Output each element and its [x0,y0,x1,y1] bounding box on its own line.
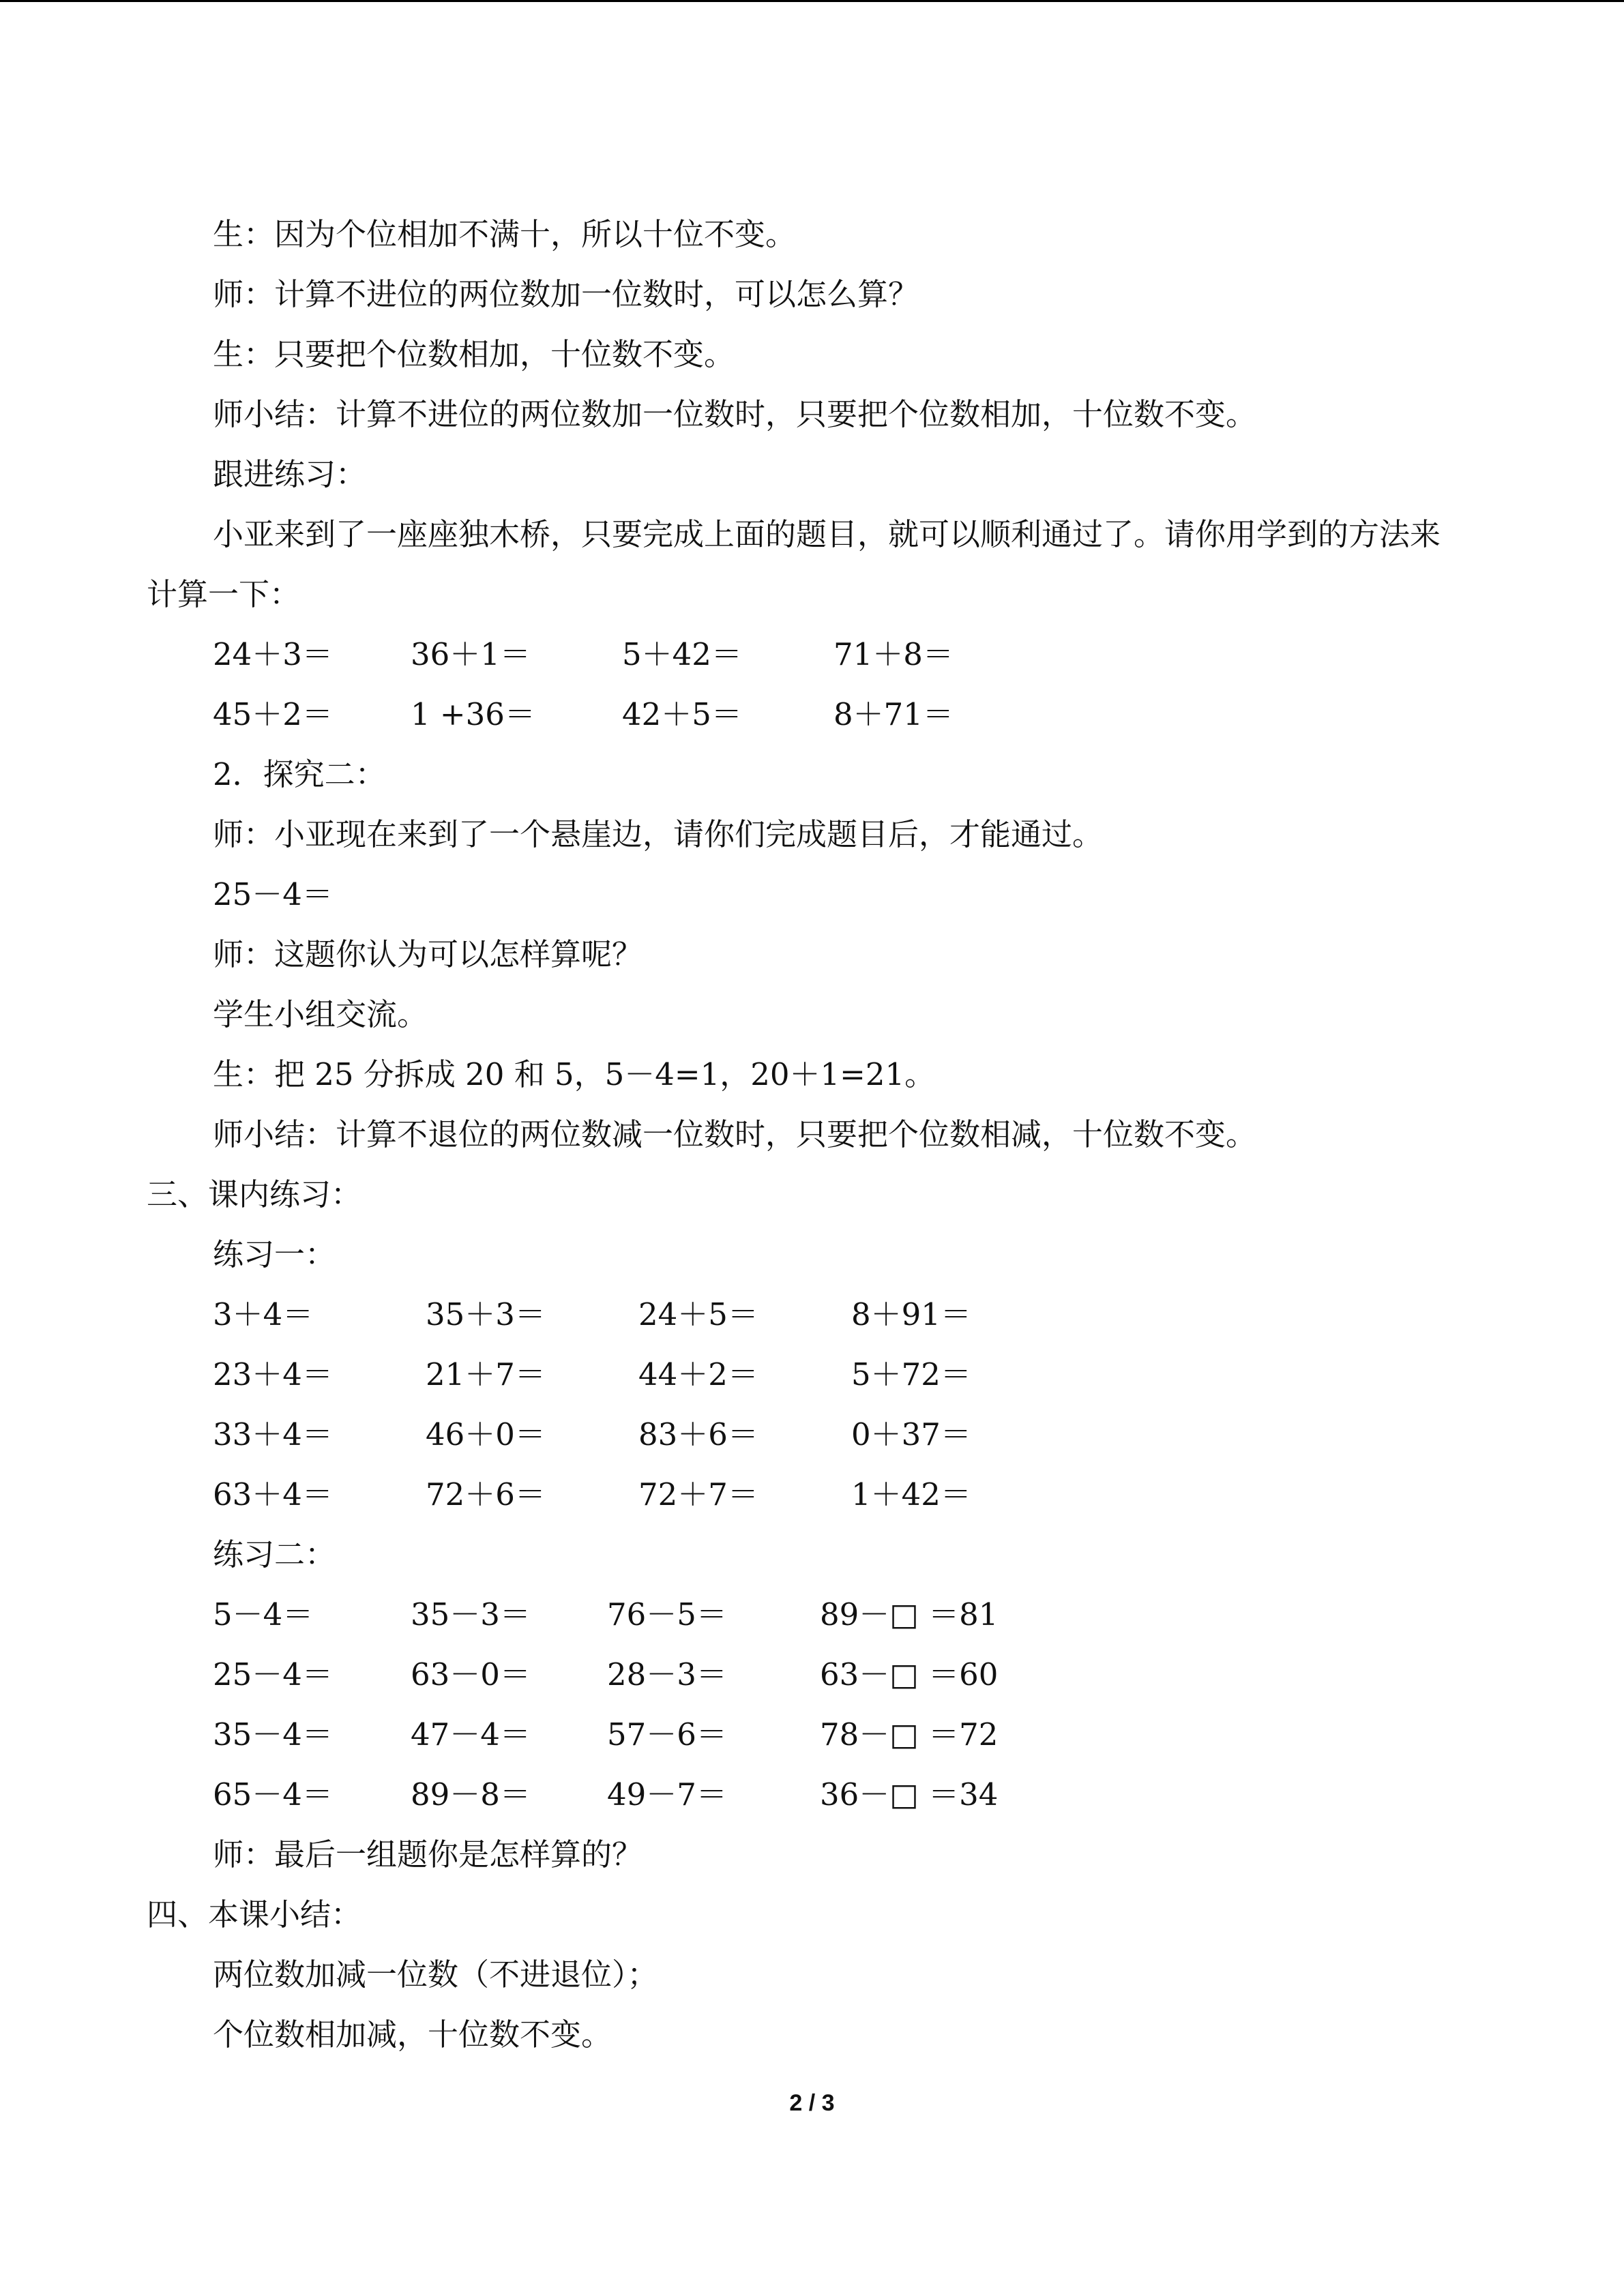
text-line: 生：把 25 分拆成 20 和 5，5－4=1，20＋1=21。 [213,1056,936,1092]
text-line: 师：最后一组题你是怎样算的？ [213,1836,643,1873]
equation: 23＋4＝ [213,1356,333,1392]
text-line: 跟进练习： [213,456,367,492]
equation: 72＋7＝ [638,1476,758,1512]
equation: 1＋42＝ [851,1476,971,1512]
equation: 76－5＝ [607,1596,727,1632]
text-line: 师小结：计算不退位的两位数减一位数时，只要把个位数相减，十位数不变。 [213,1116,1257,1152]
equation: 36－□ ＝34 [820,1776,999,1813]
exercise-row [147,1705,1456,1765]
equation: 5－4＝ [213,1596,314,1632]
equation: 83＋6＝ [638,1416,758,1452]
equation: 5＋72＝ [851,1356,971,1392]
equation: 63＋4＝ [213,1476,333,1512]
equation: 28－3＝ [607,1656,727,1693]
equation: 78－□ ＝72 [820,1716,999,1753]
equation: 36＋1＝ [411,636,531,672]
text-line: 个位数相加减，十位数不变。 [213,2016,612,2053]
section-heading: 2．探究二： [213,756,386,792]
exercise-row [147,1405,1456,1465]
equation: 3＋4＝ [213,1296,314,1332]
equation: 46＋0＝ [426,1416,546,1452]
text-line: 两位数加减一位数（不进退位）； [213,1956,658,1993]
equation: 24＋5＝ [638,1296,758,1332]
equation: 89－□ ＝81 [820,1596,999,1632]
equation: 71＋8＝ [833,636,954,672]
text-line: 师：计算不进位的两位数加一位数时，可以怎么算？ [213,276,919,312]
equation: 44＋2＝ [638,1356,758,1392]
section-heading: 四、本课小结： [147,1896,362,1933]
exercise-title: 练习一： [213,1236,336,1272]
text-line: 学生小组交流。 [213,996,428,1032]
page-number: 2 / 3 [789,2090,835,2116]
equation: 35－3＝ [411,1596,531,1632]
equation: 25－4＝ [213,1656,333,1693]
text-line: 师：这题你认为可以怎样算呢？ [213,936,643,972]
text-line: 25－4＝ [213,876,333,912]
section-heading: 三、课内练习： [147,1176,362,1212]
equation: 21＋7＝ [426,1356,546,1392]
equation: 72＋6＝ [426,1476,546,1512]
text-line: 师：小亚现在来到了一个悬崖边，请你们完成题目后，才能通过。 [213,816,1104,852]
equation: 0＋37＝ [851,1416,971,1452]
equation: 33＋4＝ [213,1416,333,1452]
equation: 35－4＝ [213,1716,333,1753]
page-top-border [0,0,1624,2]
document-body [147,205,1456,2065]
exercise-title: 练习二： [213,1536,336,1572]
equation: 45＋2＝ [213,696,333,732]
equation: 47－4＝ [411,1716,531,1753]
exercise-row [147,1345,1456,1405]
exercise-row [147,685,1456,745]
paragraph: 小亚来到了一座座独木桥，只要完成上面的题目，就可以顺利通过了。请你用学到的方法来计算一下： [147,516,1441,612]
equation: 42＋5＝ [622,696,742,732]
exercise-row [147,1645,1456,1705]
equation: 89－8＝ [411,1776,531,1813]
equation: 8＋71＝ [833,696,954,732]
equation: 5＋42＝ [622,636,742,672]
exercise-row [147,1765,1456,1825]
equation: 1 +36＝ [411,696,535,732]
text-line: 生：只要把个位数相加，十位数不变。 [213,336,735,372]
equation: 49－7＝ [607,1776,727,1813]
equation: 57－6＝ [607,1716,727,1753]
exercise-row [147,1585,1456,1645]
exercise-row [147,1465,1456,1525]
equation: 63－□ ＝60 [820,1656,999,1693]
exercise-row [147,625,1456,685]
equation: 24＋3＝ [213,636,333,672]
text-line: 师小结：计算不进位的两位数加一位数时，只要把个位数相加，十位数不变。 [213,396,1257,432]
exercise-row [147,1285,1456,1345]
equation: 35＋3＝ [426,1296,546,1332]
equation: 65－4＝ [213,1776,333,1813]
equation: 63－0＝ [411,1656,531,1693]
text-line: 生：因为个位相加不满十，所以十位不变。 [213,216,797,252]
equation: 8＋91＝ [851,1296,971,1332]
